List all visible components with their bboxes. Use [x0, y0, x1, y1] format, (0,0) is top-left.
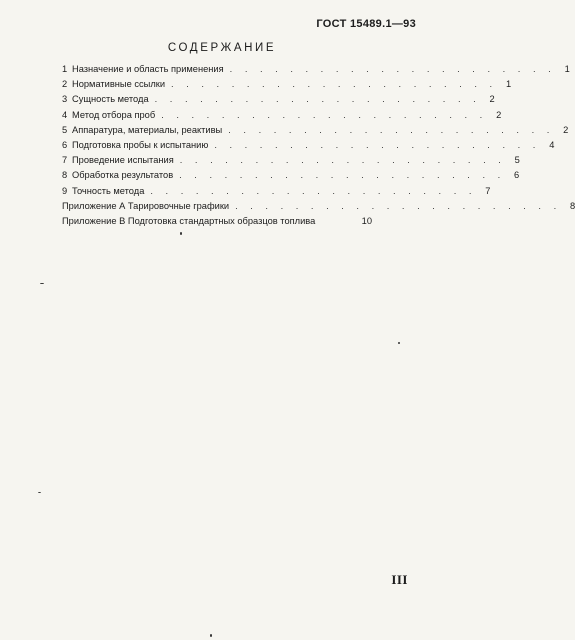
toc-item — [62, 124, 569, 140]
toc-item-title: Аппаратура, материалы, реактивы — [72, 124, 223, 135]
scan-speck — [40, 283, 44, 284]
toc-item-title: Нормативные ссылки — [72, 79, 166, 90]
toc-item-title: Назначение и область применения — [72, 64, 224, 74]
toc-item-title: Обработка результатов — [72, 170, 174, 181]
toc-item-number: 9 — [62, 185, 68, 196]
scan-speck — [38, 492, 41, 493]
toc-item-page: 2 — [563, 124, 569, 135]
toc-item-page: 2 — [489, 94, 495, 105]
toc-title: СОДЕРЖАНИЕ — [167, 42, 277, 54]
page-number: III — [391, 572, 408, 587]
toc-leader-dots: . . . . . . . . . . . . . . . . . . . . . . — [179, 170, 506, 181]
toc-appendix-item — [62, 216, 372, 231]
toc-item-title: Сущность метода — [72, 94, 149, 105]
scan-speck — [180, 232, 182, 235]
scan-speck — [210, 634, 212, 637]
toc-item-title: Подготовка пробы к испытанию — [72, 139, 209, 150]
toc-item — [62, 94, 495, 109]
toc-item — [62, 155, 520, 170]
toc-leader-dots: . . . . . . . . . . . . . . . . . . . . . . — [228, 124, 555, 135]
toc-item — [62, 170, 520, 185]
toc-item — [62, 109, 502, 125]
toc-item-number: 2 — [62, 79, 68, 90]
toc-item-title: Приложение В Подготовка стандартных образцов топлива — [62, 215, 316, 226]
document-code: ГОСТ 15489.1—93 — [316, 18, 416, 30]
toc-item-number: 7 — [62, 155, 68, 166]
toc-item — [62, 185, 491, 201]
toc-item-page: 5 — [514, 155, 520, 166]
toc-item-title: Проведение испытания — [72, 155, 174, 166]
toc-item-page: 7 — [485, 185, 491, 196]
toc-item-number: 4 — [62, 109, 68, 120]
toc-item-page: 8 — [570, 200, 575, 211]
toc-item-page: 1 — [564, 64, 570, 74]
toc-item-title: Точность метода — [72, 185, 145, 196]
table-of-contents — [62, 64, 575, 231]
toc-leader-dots: . . . . . . . . . . . . . . . . . . . . . . — [214, 139, 541, 150]
toc-item-number: 8 — [62, 170, 68, 181]
toc-item-page: 4 — [549, 139, 555, 150]
toc-item-number: 6 — [62, 139, 68, 150]
scan-speck — [398, 342, 400, 344]
toc-item-title: Приложение А Тарировочные графики — [62, 200, 230, 211]
toc-leader-dots: . . . . . . . . . . . . . . . . . . . . . . — [235, 200, 562, 211]
toc-item — [62, 79, 512, 94]
toc-leader-dots: . . . . . . . . . . . . . . . . . . . . . . — [150, 185, 477, 196]
toc-item-page: 6 — [514, 170, 520, 181]
toc-leader-dots: . . . . . . . . . . . . . . . . . . . . . . — [179, 155, 506, 166]
toc-leader-dots: . . . . . . . . . . . . . . . . . . . . . . — [229, 64, 556, 74]
toc-item-page: 2 — [496, 109, 502, 120]
toc-appendix-item — [62, 200, 575, 216]
toc-leader-dots: . . . . . . . . . . . . . . . . . . . . . . — [154, 94, 481, 105]
toc-item-title: Метод отбора проб — [72, 109, 156, 120]
toc-item-number: 1 — [62, 64, 68, 74]
toc-item-number: 3 — [62, 94, 68, 105]
toc-item-page: 10 — [361, 215, 372, 226]
toc-item — [62, 64, 570, 79]
toc-item-number: 5 — [62, 124, 68, 135]
toc-item — [62, 139, 555, 155]
toc-leader-dots: . . . . . . . . . . . . . . . . . . . . . . — [171, 79, 498, 90]
toc-item-page: 1 — [505, 79, 512, 90]
toc-leader-dots: . . . . . . . . . . . . . . . . . . . . . . — [161, 109, 488, 120]
